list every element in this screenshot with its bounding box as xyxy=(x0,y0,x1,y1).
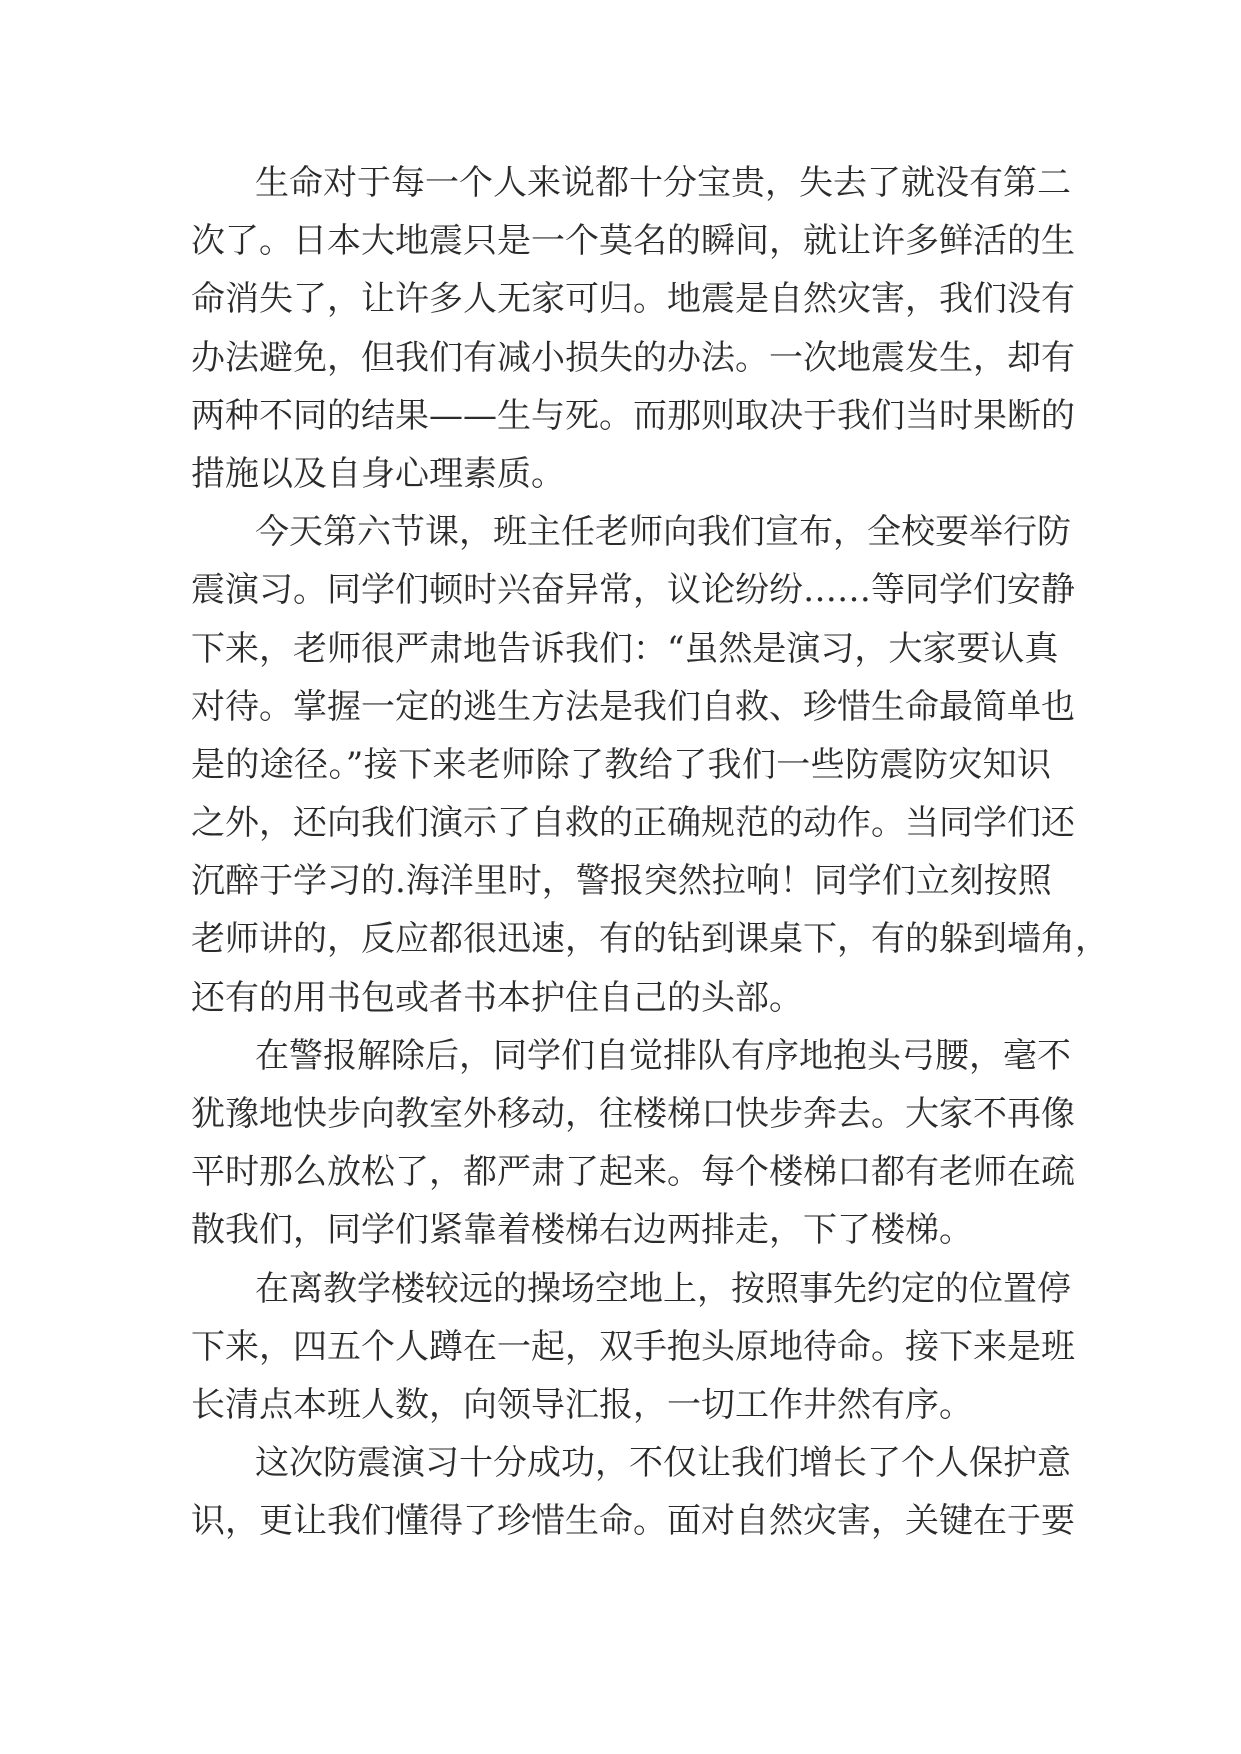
paragraph-1 xyxy=(191,154,1075,503)
text-line: 识，更让我们懂得了珍惜生命。面对自然灾害，关键在于要 xyxy=(191,1501,1075,1542)
text-line: 沉醉于学习的.海洋里时，警报突然拉响！同学们立刻按照 xyxy=(191,861,1052,902)
text-line: 命消失了，让许多人无家可归。地震是自然灾害，我们没有 xyxy=(191,279,1075,320)
text-line: 下来，老师很严肃地告诉我们：“虽然是演习，大家要认真 xyxy=(191,628,1059,669)
text-line: 还有的用书包或者书本护住自己的头部。 xyxy=(191,977,803,1018)
text-line: 之外，还向我们演示了自救的正确规范的动作。当同学们还 xyxy=(191,803,1075,844)
paragraph-3 xyxy=(191,1027,1075,1260)
text-line: 震演习。同学们顿时兴奋异常，议论纷纷……等同学们安静 xyxy=(191,570,1075,611)
text-line: 长清点本班人数，向领导汇报，一切工作井然有序。 xyxy=(191,1384,973,1425)
text-line: 老师讲的，反应都很迅速，有的钻到课桌下，有的躲到墙角， xyxy=(191,919,1109,960)
text-line: 在警报解除后，同学们自觉排队有序地抱头弓腰，毫不 xyxy=(255,1035,1071,1076)
text-line: 次了。日本大地震只是一个莫名的瞬间，就让许多鲜活的生 xyxy=(191,221,1075,262)
paragraph-2 xyxy=(191,503,1109,1027)
text-line: 在离教学楼较远的操场空地上，按照事先约定的位置停 xyxy=(255,1268,1071,1309)
document-body xyxy=(191,154,1109,1551)
text-line: 这次防震演习十分成功，不仅让我们增长了个人保护意 xyxy=(255,1443,1071,1484)
text-line: 平时那么放松了，都严肃了起来。每个楼梯口都有老师在疏 xyxy=(191,1152,1075,1193)
text-line: 措施以及自身心理素质。 xyxy=(191,453,565,494)
text-line: 犹豫地快步向教室外移动，往楼梯口快步奔去。大家不再像 xyxy=(191,1094,1075,1134)
text-line: 下来，四五个人蹲在一起，双手抱头原地待命。接下来是班 xyxy=(191,1326,1075,1367)
text-line: 对待。掌握一定的逃生方法是我们自救、珍惜生命最简单也 xyxy=(191,686,1075,727)
text-line: 办法避免，但我们有减小损失的办法。一次地震发生，却有 xyxy=(191,337,1075,378)
paragraph-4 xyxy=(191,1260,1075,1435)
text-line: 是的途径。”接下来老师除了教给了我们一些防震防灾知识 xyxy=(191,744,1051,785)
text-line: 散我们，同学们紧靠着楼梯右边两排走，下了楼梯。 xyxy=(191,1210,973,1251)
text-line: 两种不同的结果——生与死。而那则取决于我们当时果断的 xyxy=(191,395,1075,436)
paragraph-5 xyxy=(191,1434,1075,1550)
text-line: 生命对于每一个人来说都十分宝贵，失去了就没有第二 xyxy=(255,163,1071,203)
text-line: 今天第六节课，班主任老师向我们宣布，全校要举行防 xyxy=(255,512,1071,553)
